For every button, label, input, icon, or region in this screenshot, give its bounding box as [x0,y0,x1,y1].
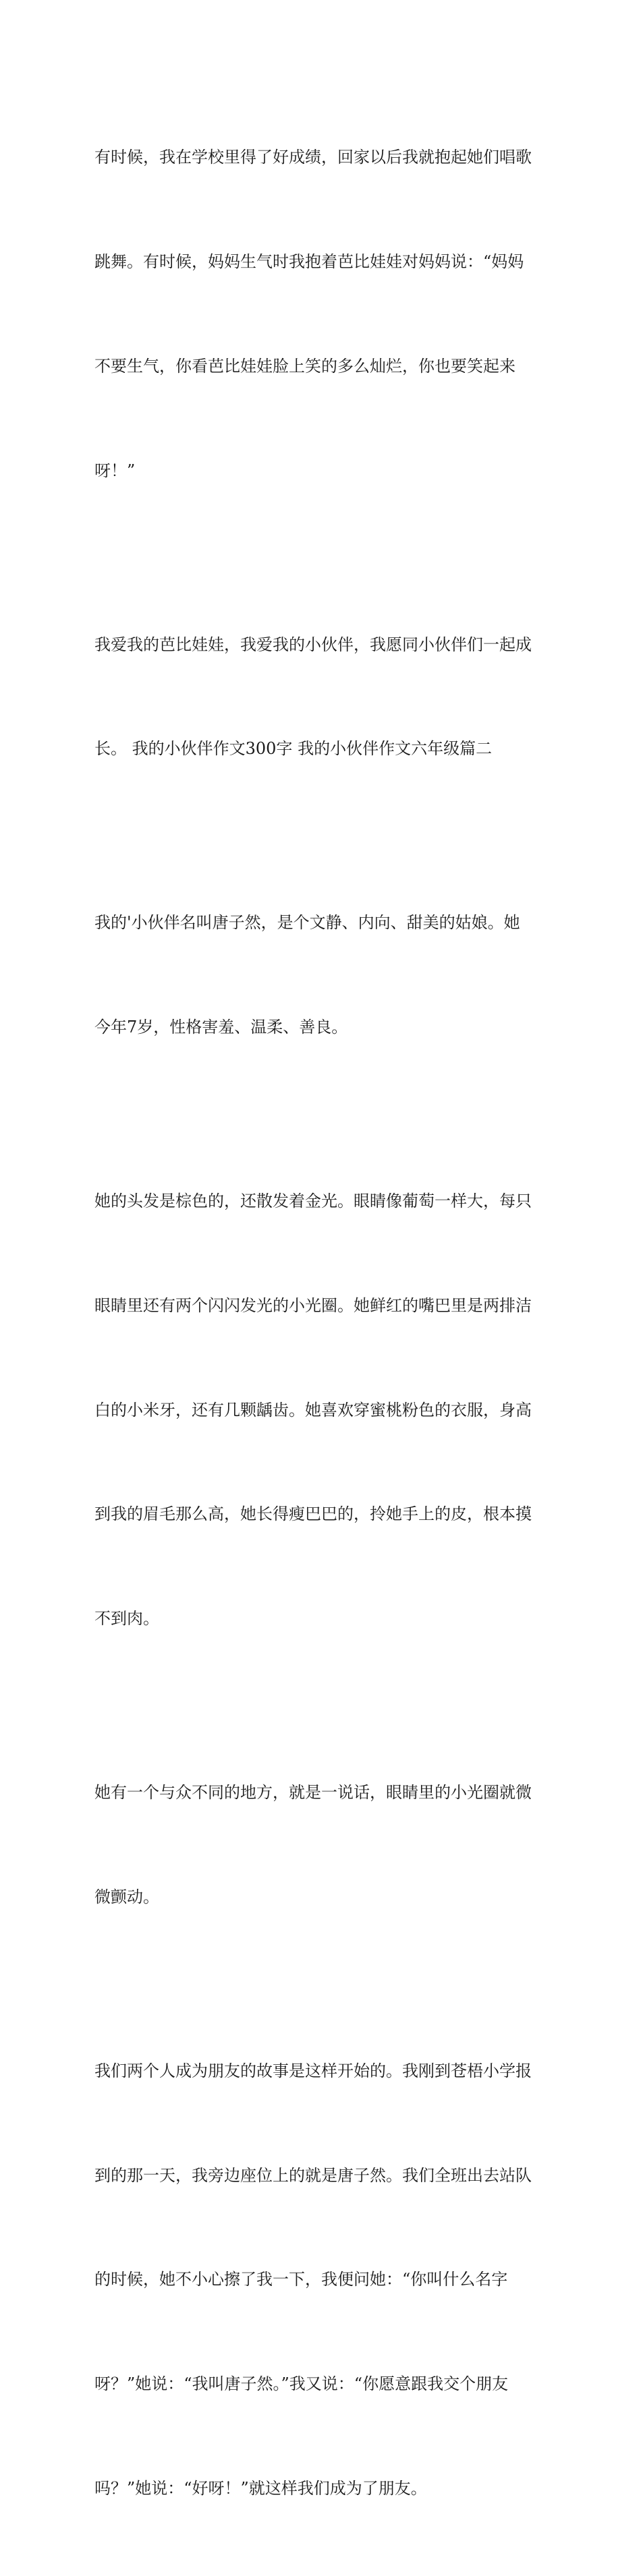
text-line: 不到肉。 [94,1609,159,1629]
text-line: 跳舞。有时候，妈妈生气时我抱着芭比娃娃对妈妈说：“妈妈 [94,252,524,271]
text-line: 我的'小伙伴名叫唐子然，是个文静、内向、甜美的姑娘。她 [94,913,520,933]
text-line: 微颤动。 [94,1887,159,1906]
text-line: 呀！” [94,461,136,480]
text-line: 眼睛里还有两个闪闪发光的小光圈。她鲜红的嘴巴里是两排洁 [94,1295,532,1315]
text-line: 长。 我的小伙伴作文300字 我的小伙伴作文六年级篇二 [94,739,493,759]
paragraph-1 [94,71,560,558]
text-line: 她有一个与众不同的地方，就是一说话，眼睛里的小光圈就微 [94,1783,532,1803]
text-line: 不要生气，你看芭比娃娃脸上笑的多么灿烂，你也要笑起来 [94,356,515,376]
paragraph-4 [94,1115,560,1706]
text-line: 她的头发是棕色的，还散发着金光。眼睛像葡萄一样大，每只 [94,1192,532,1210]
text-line: 吗？”她说：“好呀！”就这样我们成为了朋友。 [94,2478,427,2498]
text-line: 到我的眉毛那么高，她长得瘦巴巴的，拎她手上的皮，根本摸 [94,1504,532,1524]
paragraph-2 [94,558,560,836]
paragraph-3 [94,836,560,1115]
paragraph-6 [94,1985,560,2576]
text-line: 白的小米牙，还有几颗龋齿。她喜欢穿蜜桃粉色的衣服，身高 [94,1400,532,1419]
text-line: 今年7岁，性格害羞、温柔、善良。 [94,1018,348,1037]
text-line: 到的那一天，我旁边座位上的就是唐子然。我们全班出去站队 [94,2165,532,2185]
text-line: 我爱我的芭比娃娃，我爱我的小伙伴，我愿同小伙伴们一起成 [94,635,532,654]
paragraph-5 [94,1706,560,1985]
text-line: 呀？”她说：“我叫唐子然。”我又说：“你愿意跟我交个朋友 [94,2374,509,2394]
text-line: 我们两个人成为朋友的故事是这样开始的。我刚到苍梧小学报 [94,2061,532,2080]
text-line: 的时候，她不小心擦了我一下，我便问她：“你叫什么名字 [94,2270,508,2289]
text-line: 有时候，我在学校里得了好成绩，回家以后我就抱起她们唱歌 [94,148,532,167]
document-body [94,71,560,2576]
